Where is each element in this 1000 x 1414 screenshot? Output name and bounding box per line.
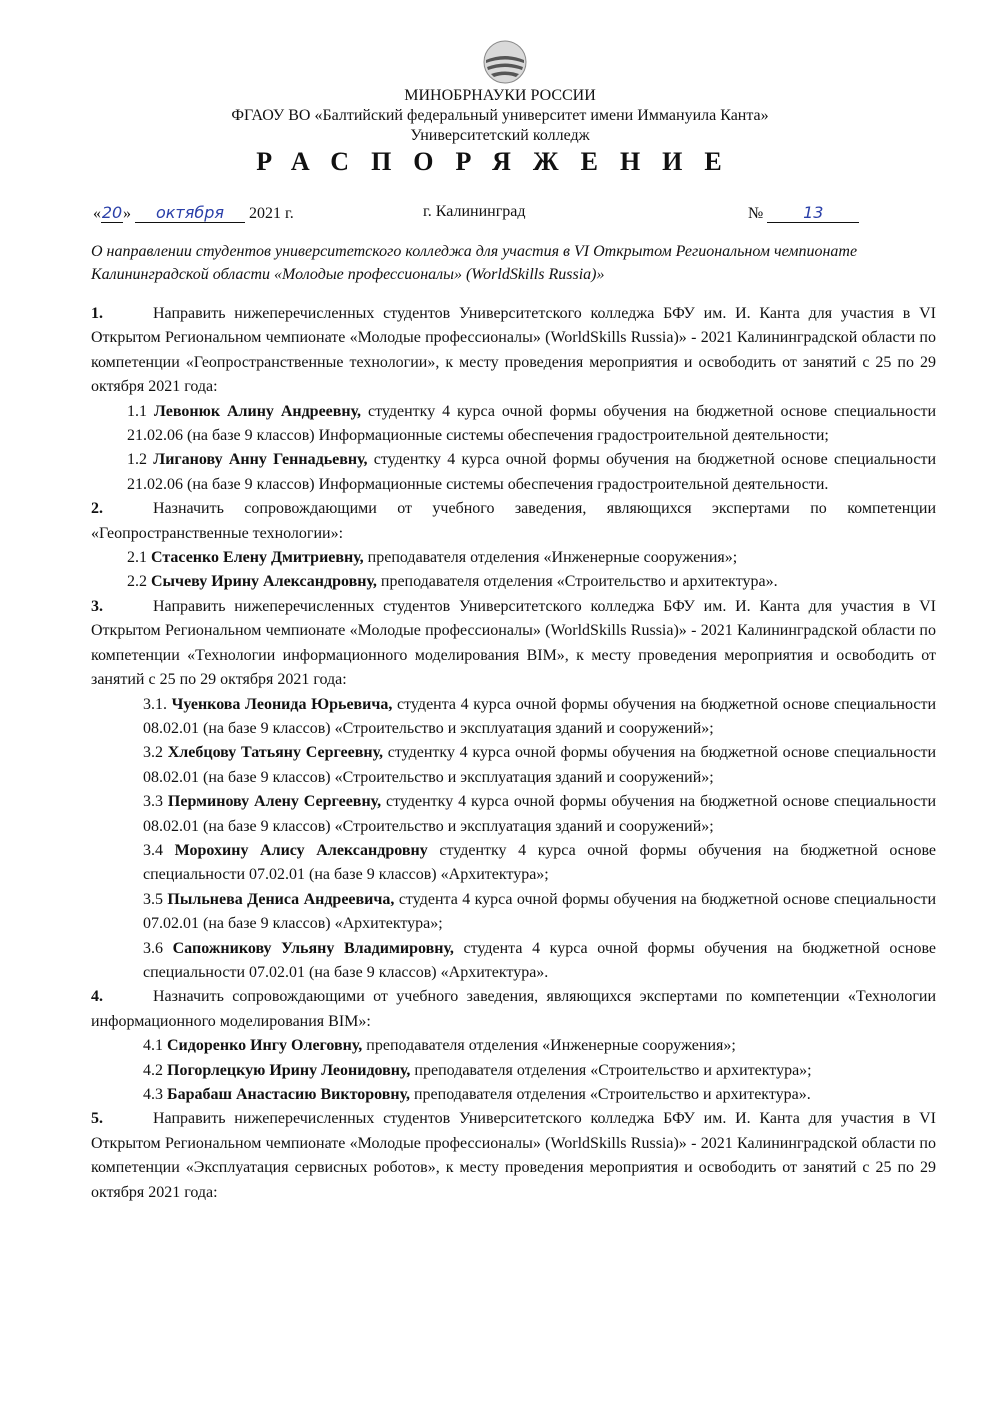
item-3-4: 3.4 Морохину Алису Александровну студентку 4 курса очной формы обучения на бюджетной основе специальности 07.02.01 (на базе 9 классов) «Архитектура»; — [143, 841, 937, 884]
document-body — [91, 302, 936, 1205]
college-name: Университетский колледж — [410, 127, 590, 144]
item-1-2: 1.2 Лиганову Анну Геннадьевну, студентку 4 курса очной формы обучения на бюджетной основе специальности 21.02.06 (на базе 9 классов) Информационные системы обеспечения градостроительной деятельности. — [127, 451, 937, 493]
item-4-1: 4.1 Сидоренко Ингу Олеговну, преподавателя отделения «Инженерные сооружения»; — [143, 1037, 736, 1055]
university-logo-icon — [483, 40, 527, 84]
item-3: 3. Направить нижеперечисленных студентов Университетского колледжа БФУ им. И. Канта для участия в VI Открытом Региональном чемпионате «Молодые профессионалы» (WorldSkills Russia)» - 2021 Калининградской области по компетенции «Технологии информационного моделирования BIM», к месту проведения мероприятия и освободить от занятий с 25 по 29 октября 2021 года: — [91, 597, 936, 689]
item-3-6: 3.6 Сапожникову Ульяну Владимировну, студента 4 курса очной формы обучения на бюджетной основе специальности 07.02.01 (на базе 9 классов) «Архитектура». — [143, 939, 937, 981]
item-3-2: 3.2 Хлебцову Татьяну Сергеевну, студентку 4 курса очной формы обучения на бюджетной основе специальности 08.02.01 (на базе 9 классов) «Строительство и эксплуатация зданий и сооружений»; — [143, 744, 937, 786]
item-4-3: 4.3 Барабаш Анастасию Викторовну, преподавателя отделения «Строительство и архитектура». — [143, 1086, 811, 1103]
item-3-1: 3.1. Чуенкова Леонида Юрьевича, студента 4 курса очной формы обучения на бюджетной основе специальности 08.02.01 (на базе 9 классов) «Строительство и эксплуатация зданий и сооружений»; — [143, 695, 937, 737]
item-2-2: 2.2 Сычеву Ирину Александровну, преподавателя отделения «Строительство и архитектура». — [127, 573, 778, 591]
item-2: 2. Назначить сопровождающими от учебного заведения, являющихся экспертами по компетенции «Геопространственные технологии»: — [91, 500, 936, 542]
item-3-5: 3.5 Пыльнева Дениса Андреевича, студента 4 курса очной формы обучения на бюджетной основе специальности 07.02.01 (на базе 9 классов) «Архитектура»; — [143, 890, 937, 933]
document-type-title: РАСПОРЯЖЕНИЕ — [256, 147, 744, 176]
item-1-1: 1.1 Левонюк Алину Андреевну, студентку 4 курса очной формы обучения на бюджетной основе специальности 21.02.06 (на базе 9 классов) Информационные системы обеспечения градостроительной деятельности; — [127, 402, 937, 445]
item-4-2: 4.2 Погорлецкую Ирину Леонидовну, преподавателя отделения «Строительство и архитектура»; — [143, 1061, 812, 1079]
date-year: 2021 г. — [249, 205, 294, 222]
document-date: «20» октября 2021 г. — [93, 203, 294, 222]
document-city: г. Калининград — [423, 203, 526, 220]
number-value: 13 — [767, 203, 859, 223]
ministry-name: МИНОБРНАУКИ РОССИИ — [404, 87, 596, 104]
document-subject: О направлении студентов университетского колледжа для участия в VI Открытом Региональном чемпионате Калининградской области «Молодые профессионалы» (WorldSkills Russia)» — [91, 243, 858, 283]
item-5: 5. Направить нижеперечисленных студентов Университетского колледжа БФУ им. И. Канта для участия в VI Открытом Региональном чемпионате «Молодые профессионалы» (WorldSkills Russia)» - 2021 Калининградской области по компетенции «Эксплуатация сервисных роботов», к месту проведения мероприятия и освободить от занятий с 25 по 29 октября 2021 года: — [91, 1110, 936, 1201]
date-month: октября — [135, 203, 245, 223]
item-2-1: 2.1 Стасенко Елену Дмитриевну, преподавателя отделения «Инженерные сооружения»; — [127, 549, 738, 567]
item-3-3: 3.3 Перминову Алену Сергеевну, студентку 4 курса очной формы обучения на бюджетной основе специальности 08.02.01 (на базе 9 классов) «Строительство и эксплуатация зданий и сооружений»; — [143, 793, 937, 835]
item-1: 1. Направить нижеперечисленных студентов Университетского колледжа БФУ им. И. Канта для участия в VI Открытом Региональном чемпионате «Молодые профессионалы» (WorldSkills Russia)» - 2021 Калининградской области по компетенции «Геопространственные технологии», к месту проведения мероприятия и освободить от занятий с 25 по 29 октября 2021 года: — [91, 305, 936, 396]
document-number: № 13 — [748, 203, 859, 223]
date-day: 20 — [101, 203, 123, 222]
item-4: 4. Назначить сопровождающими от учебного заведения, являющихся экспертами по компетенции «Технологии информационного моделирования BIM»: — [91, 988, 936, 1030]
university-name: ФГАОУ ВО «Балтийский федеральный университет имени Иммануила Канта» — [231, 107, 769, 124]
